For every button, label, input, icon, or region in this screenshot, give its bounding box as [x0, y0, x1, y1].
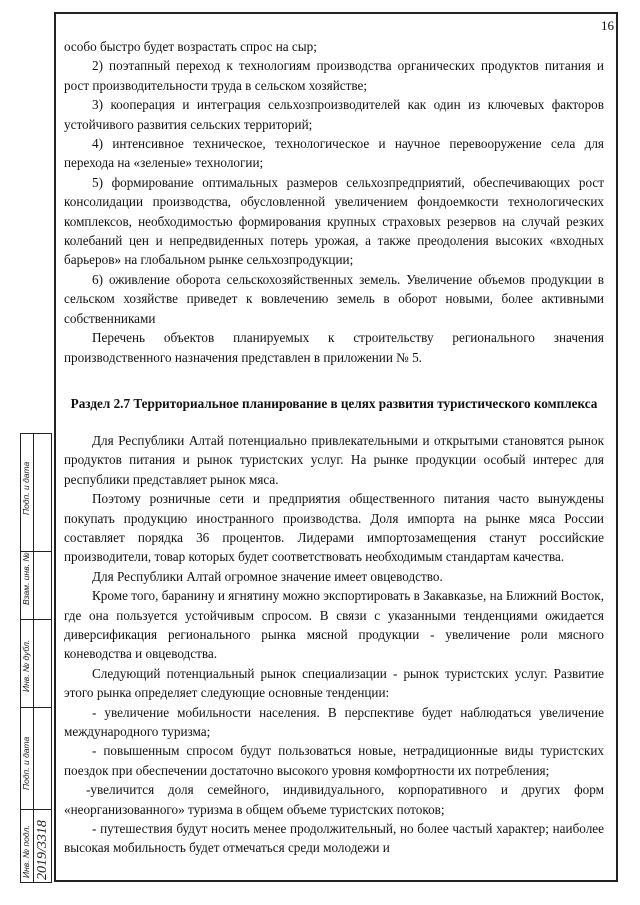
- paragraph: Перечень объектов планируемых к строительству регионального значения производственного назначения представлен в приложении № 5.: [64, 330, 604, 365]
- page-number: 16: [601, 18, 614, 33]
- list-item: -увеличится доля семейного, индивидуального, корпоративного и других форм «неорганизованного» туризма в общем объеме туристских потоков;: [64, 782, 604, 817]
- paragraph: Кроме того, баранину и ягнятину можно экспортировать в Закавказье, на Ближний Восток, где она пользуется устойчивым спросом. В связи с указанными тенденциями ожидается диверсификация регионального рынка мясной продукции - увеличение роли мясного коневодства и овцеводства.: [64, 588, 604, 662]
- stamp-label-sign-date: Подп. и дата: [21, 461, 31, 515]
- paragraph: Для Республики Алтай потенциально привлекательными и открытыми становятся рынок продуктов питания и рынок туристских услуг. На рынке продукции особый интерес для республики представляет рынок мяса.: [64, 432, 604, 487]
- document-body: [64, 37, 604, 858]
- stamp-label-dup-inv: Инв. № дубл.: [21, 639, 31, 692]
- list-item: 6) оживление оборота сельскохозяйственных земель. Увеличение объемов продукции в сельском хозяйстве приведет к вовлечению земель в оборот новыми, более активными собственниками: [64, 271, 604, 326]
- paragraph: Для Республики Алтай огромное значение имеет овцеводство.: [92, 568, 443, 584]
- paragraph: Поэтому розничные сети и предприятия общественного питания часто вынуждены покупать продукцию иностранного производства. Доля импорта на рынке мяса России составляет порядка 36 процентов. Лидерами импортозамещения станут российские производители, товар которых будет соответствовать необходимым стандартам качества.: [64, 491, 604, 565]
- stamp-label-sign-date-2: Подп. и дата: [21, 736, 31, 790]
- list-item: - путешествия будут носить менее продолжительный, но более частый характер; наиболее высокая мобильность будет отмечаться среди молодежи и: [64, 821, 604, 856]
- handwritten-inventory-number: 2019/3318: [35, 820, 50, 880]
- list-item: 3) кооперация и интеграция сельхозпроизводителей как один из ключевых факторов устойчивого развития сельских территорий;: [64, 97, 604, 132]
- stamp-label-replace-inv: Взам. инв. №: [21, 552, 31, 605]
- list-item: 5) формирование оптимальных размеров сельхозпредприятий, обеспечивающих рост консолидации производства, обусловленной увеличением фондоемкости технологических комплексов, необходимостью формирования крупных страховых резервов на случай резких колебаний цен и непредвиденных потерь урожая, а также преодоления высоких «входных барьеров» на глобальном рынке сельхозпродукции;: [64, 174, 604, 268]
- list-item: 2) поэтапный переход к технологиям производства органических продуктов питания и рост производительности труда в сельском хозяйстве;: [64, 58, 604, 93]
- list-item: 4) интенсивное техническое, технологическое и научное перевооружение села для перехода на «зеленые» технологии;: [64, 136, 604, 171]
- list-item: - повышенным спросом будут пользоваться новые, нетрадиционные виды туристских поездок при обеспечении достаточно высокого уровня комфортности их потребления;: [64, 743, 604, 778]
- list-item: - увеличение мобильности населения. В перспективе будет наблюдаться увеличение международного туризма;: [64, 704, 604, 739]
- paragraph: особо быстро будет возрастать спрос на сыр;: [64, 39, 317, 54]
- section-heading: Раздел 2.7 Территориальное планирование в целях развития туристического комплекса: [70, 395, 598, 411]
- stamp-label-original-inv: Инв. № подл.: [21, 825, 31, 878]
- paragraph: Следующий потенциальный рынок специализации - рынок туристских услуг. Развитие этого рынка определяет следующие основные тенденции:: [64, 665, 604, 701]
